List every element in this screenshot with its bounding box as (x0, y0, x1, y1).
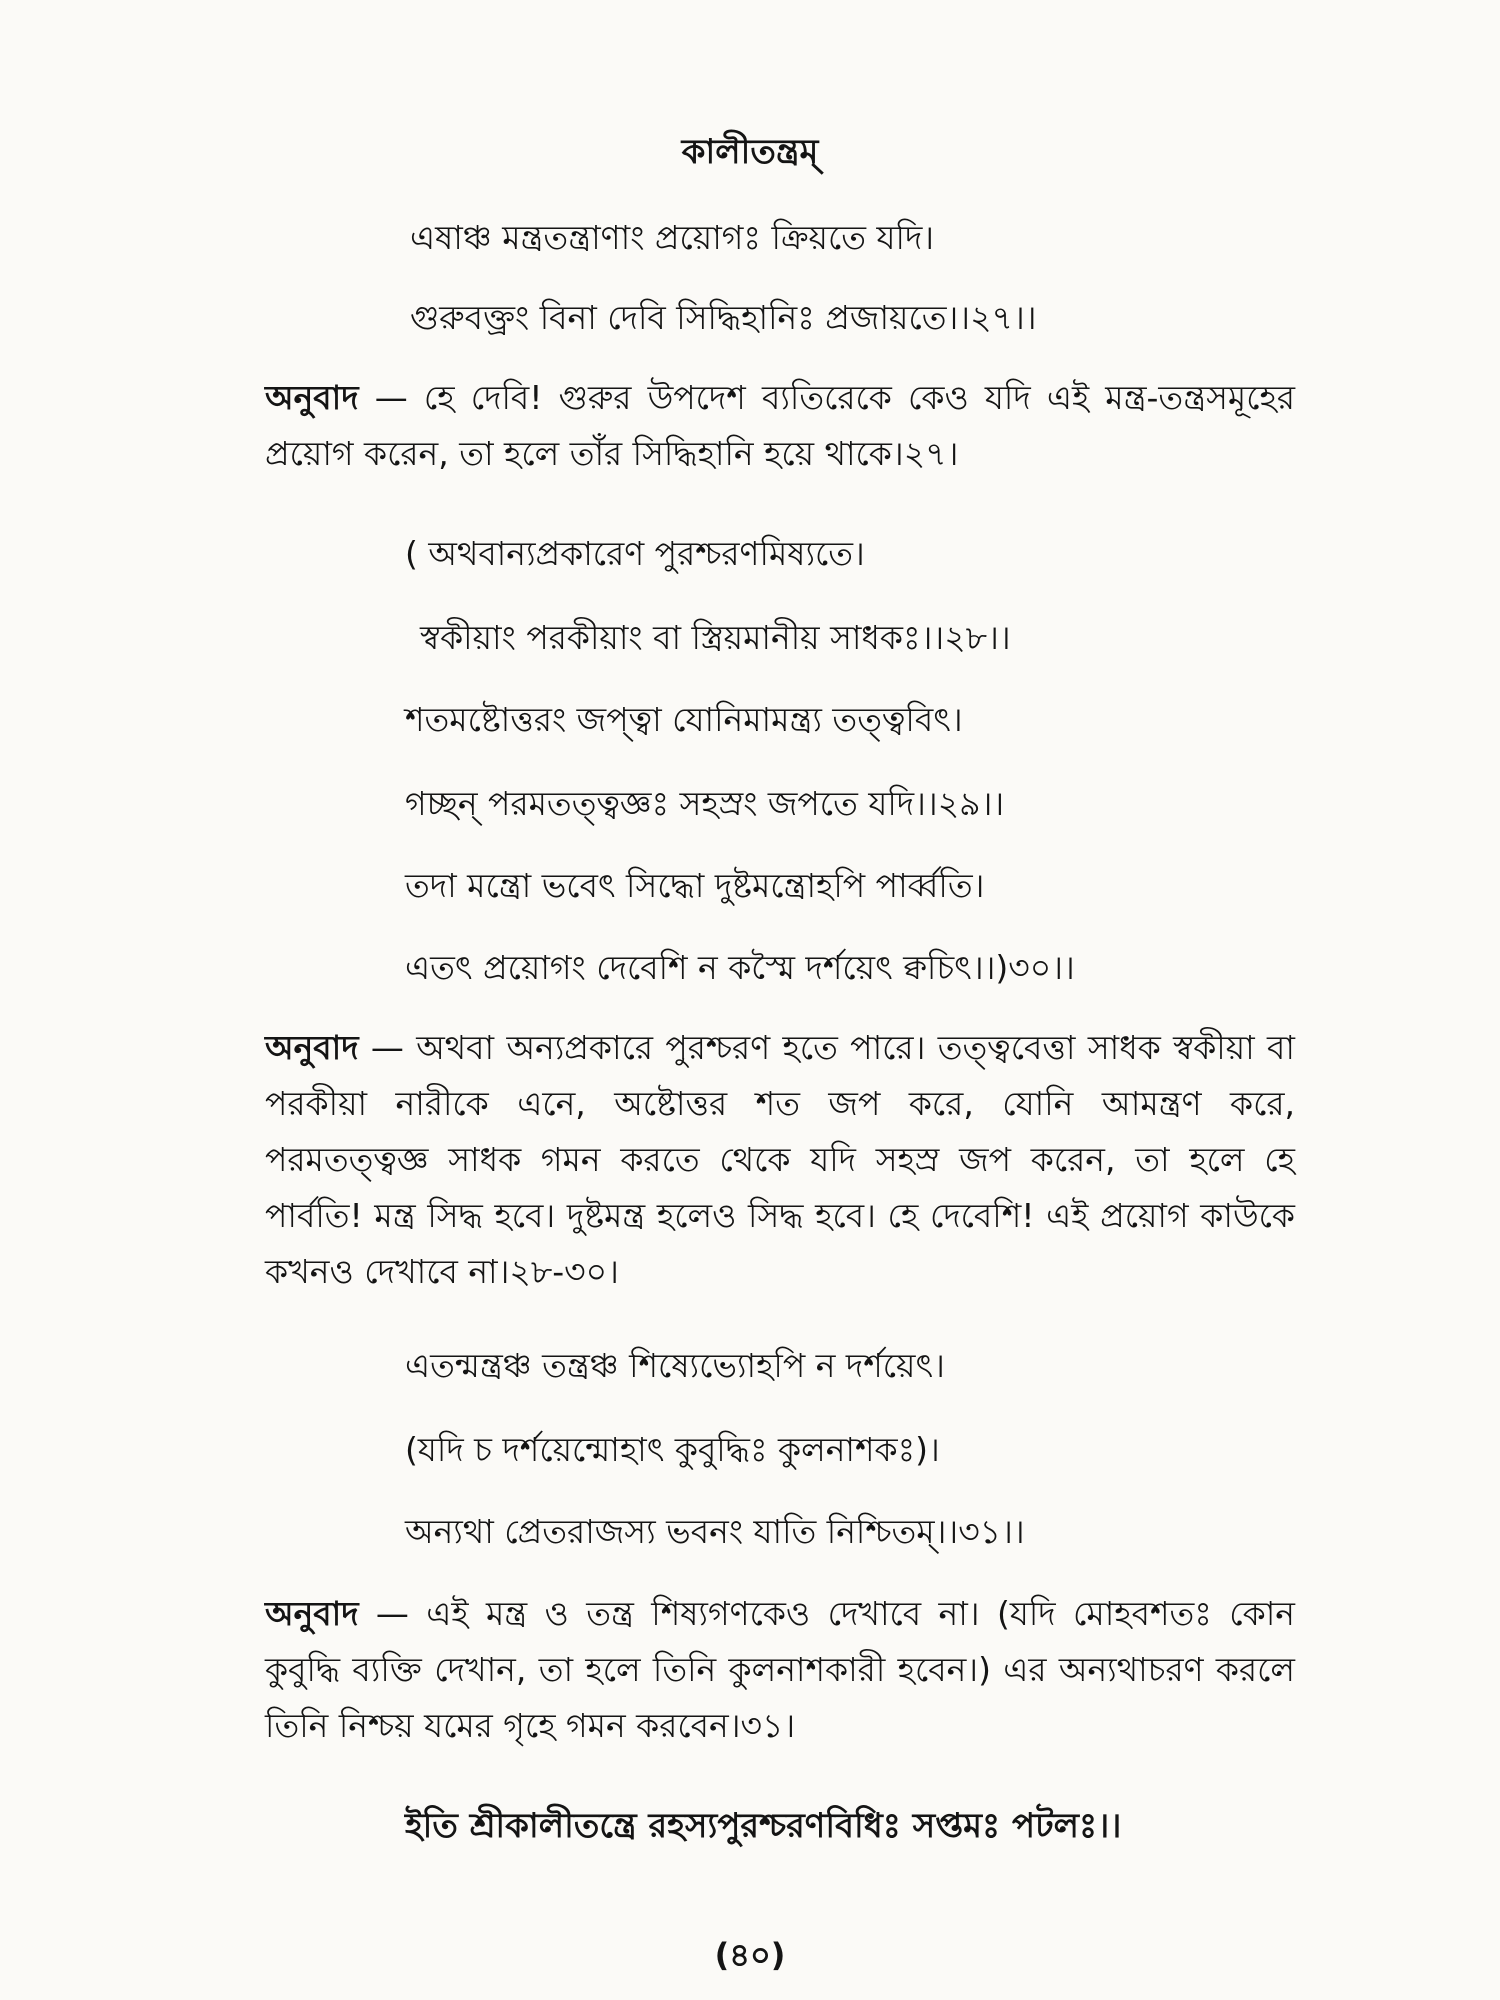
verse-line: এতন্মন্ত্রঞ্চ তন্ত্রঞ্চ শিষ্যেভ্যোহপি ন দর্শয়েৎ। (405, 1346, 945, 1385)
translation-paragraph (215, 370, 1295, 482)
verse-line: স্বকীয়াং পরকীয়াং বা স্ত্রিয়মানীয় সাধকঃ।।২৮।। (420, 618, 1011, 657)
verse-line: এষাঞ্চ মন্ত্রতন্ত্রাণাং প্রয়োগঃ ক্রিয়তে যদি। (410, 218, 935, 257)
translation-text: — হে দেবি! গুরুর উপদেশ ব্যতিরেকে কেও যদি এই মন্ত্র-তন্ত্রসমূহের প্রয়োগ করেন, তা হলে তাঁর সিদ্ধিহানি হয়ে থাকে।২৭। (265, 378, 1295, 473)
translation-text: — এই মন্ত্র ও তন্ত্র শিষ্যগণকেও দেখাবে না। (যদি মোহবশতঃ কোন কুবুদ্ধি ব্যক্তি দেখান, তা হলে তিনি কুলনাশকারী হবেন।) এর অন্যথাচরণ করলে তিনি নিশ্চয় যমের গৃহে গমন করবেন।৩১। (265, 1594, 1295, 1745)
page-number: (৪০) (714, 1936, 786, 1974)
verse-line: (যদি চ দর্শয়েন্মোহাৎ কুবুদ্ধিঃ কুলনাশকঃ)। (405, 1430, 940, 1469)
translation-text: — অথবা অন্যপ্রকারে পুরশ্চরণ হতে পারে। তত্ত্ববেত্তা সাধক স্বকীয়া বা পরকীয়া নারীকে এনে, অষ্টোত্তর শত জপ করে, যোনি আমন্ত্রণ করে, পরমতত্ত্বজ্ঞ সাধক গমন করতে থেকে যদি সহস্র জপ করেন, তা হলে হে পার্বতি! মন্ত্র সিদ্ধ হবে। দুষ্টমন্ত্র হলেও সিদ্ধ হবে। হে দেবেশি! এই প্রয়োগ কাউকে কখনও দেখাবে না।২৮-৩০। (265, 1028, 1295, 1291)
translation-paragraph (215, 1020, 1295, 1300)
verse-line: অন্যথা প্রেতরাজস্য ভবনং যাতি নিশ্চিতম্।।৩১।। (405, 1512, 1025, 1551)
verse-line: ( অথবান্যপ্রকারেণ পুরশ্চরণমিষ্যতে। (405, 534, 865, 573)
translation-label: অনুবাদ (265, 1028, 359, 1067)
translation-paragraph (215, 1586, 1295, 1754)
verse-line: তদা মন্ত্রো ভবেৎ সিদ্ধো দুষ্টমন্ত্রোহপি পার্ব্বতি। (405, 866, 985, 905)
verse-line: শতমষ্টোত্তরং জপ্ত্বা যোনিমামন্ত্র্য তত্ত্ববিৎ। (405, 700, 963, 739)
verse-line: গচ্ছন্ পরমতত্ত্বজ্ঞঃ সহস্রং জপতে যদি।।২৯।। (405, 784, 1005, 823)
verse-line: গুরুবক্ত্রং বিনা দেবি সিদ্ধিহানিঃ প্রজায়তে।।২৭।। (410, 298, 1037, 337)
chapter-colophon: ইতি শ্রীকালীতন্ত্রে রহস্যপুরশ্চরণবিধিঃ সপ্তমঃ পটলঃ।। (405, 1806, 1122, 1846)
translation-label: অনুবাদ (265, 378, 359, 417)
verse-line: এতৎ প্রয়োগং দেবেশি ন কস্মৈ দর্শয়েৎ ক্বচিৎ।।)৩০।। (405, 948, 1075, 987)
running-head: কালীতন্ত্রম্ (681, 132, 819, 172)
translation-label: অনুবাদ (265, 1594, 359, 1633)
